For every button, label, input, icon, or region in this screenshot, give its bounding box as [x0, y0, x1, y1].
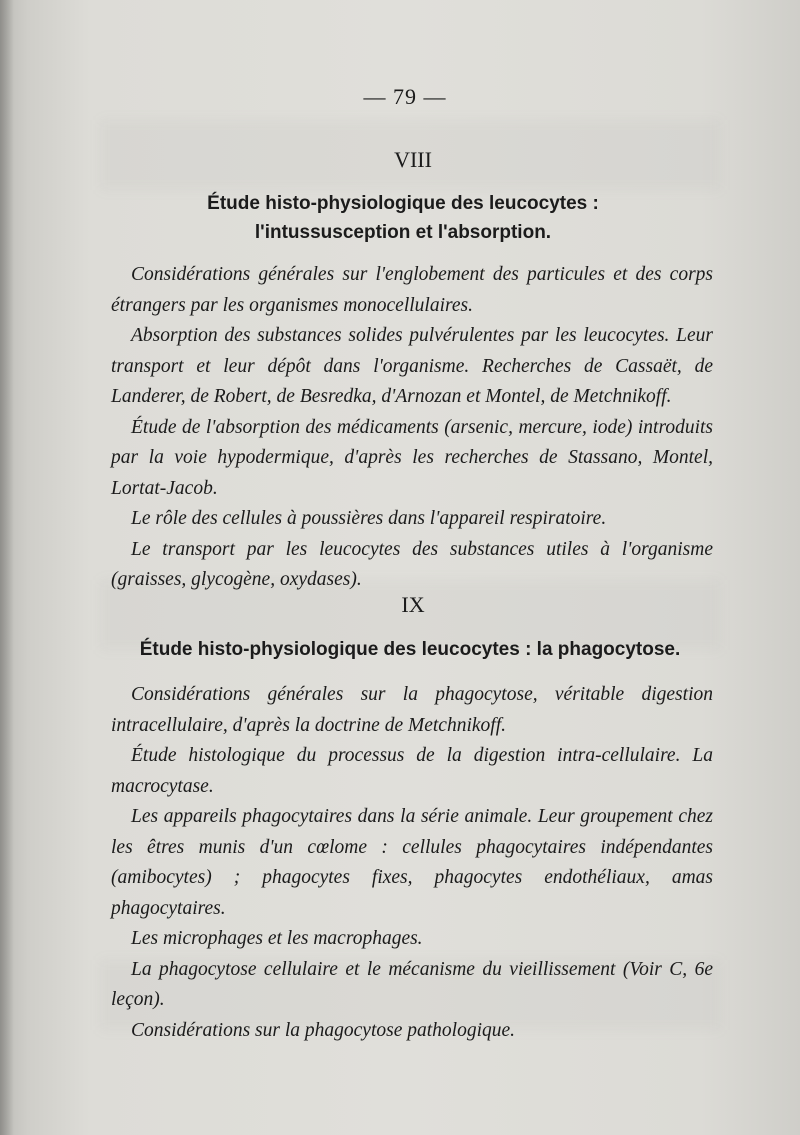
- topic-paragraph: La phagocytose cellulaire et le mécanisme du vieillissement (Voir C, 6e leçon).: [111, 958, 713, 1010]
- topic-paragraph: Considérations générales sur l'englobement des particules et des corps étrangers par les organismes monocellulaires.: [111, 264, 713, 316]
- topic-paragraph: Les appareils phagocytaires dans la série animale. Leur groupement chez les êtres munis d'un cœlome : cellules phagocytaires indépendantes (amibocytes) ; phagocytes fixes, phagocytes endothéliaux, amas phagocytaires.: [111, 806, 713, 919]
- topic-paragraph: Le rôle des cellules à poussières dans l'appareil respiratoire.: [131, 508, 607, 529]
- topic-paragraph: Le transport par les leucocytes des substances utiles à l'organisme (graisses, glycogène, oxydases).: [111, 538, 713, 590]
- page-number: — 79 —: [363, 84, 447, 109]
- topic-paragraph: Étude histologique du processus de la digestion intra-cellulaire. La macrocytase.: [111, 745, 713, 797]
- topic-list: [111, 260, 713, 596]
- topic-list: [111, 680, 713, 1046]
- section-title-line: l'intussusception et l'absorption.: [254, 222, 552, 243]
- topic-paragraph: Étude de l'absorption des médicaments (arsenic, mercure, iode) introduits par la voie hypodermique, d'après les recherches de Stassano, Montel, Lortat-Jacob.: [111, 416, 713, 499]
- section-title-line: Étude histo-physiologique des leucocytes : la phagocytose.: [139, 639, 681, 660]
- topic-paragraph: Considérations générales sur la phagocytose, véritable digestion intracellulaire, d'après la doctrine de Metchnikoff.: [111, 684, 713, 736]
- topic-paragraph: Absorption des substances solides pulvérulentes par les leucocytes. Leur transport et leur dépôt dans l'organisme. Recherches de Cassaët, de Landerer, de Robert, de Besredka, d'Arnozan et Montel, de Metchnikoff.: [111, 325, 713, 407]
- section-title: [100, 635, 720, 664]
- section-title-line: Étude histo-physiologique des leucocytes :: [207, 193, 599, 214]
- topic-paragraph: Considérations sur la phagocytose pathologique.: [131, 1019, 516, 1041]
- section-numeral: VIII: [394, 147, 432, 172]
- section-title: [110, 189, 696, 247]
- section-numeral: IX: [401, 592, 425, 617]
- topic-paragraph: Les microphages et les macrophages.: [131, 928, 423, 949]
